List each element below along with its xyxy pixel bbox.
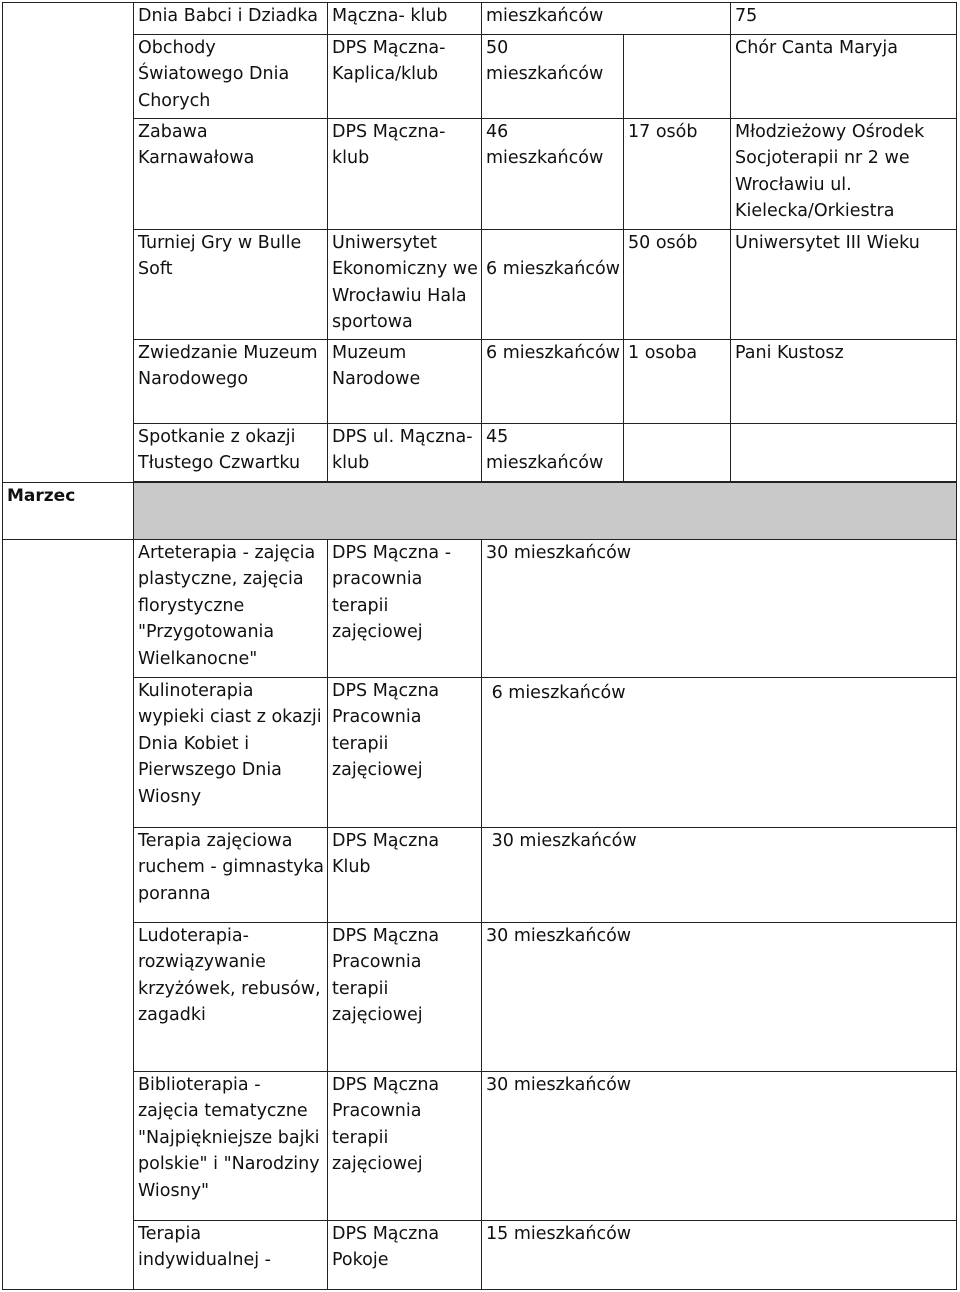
table-row [3,1221,957,1290]
place-cell: DPS ul. Mączna- klub [328,424,482,482]
event-cell: Terapia zajęciowa ruchem - gimnastyka poranna [134,828,328,923]
table-row [3,230,957,340]
participants-cell: 30 mieszkańców [482,540,957,678]
participants-cell: 6 mieszkańców [482,230,624,340]
table-row [3,3,957,35]
month-separator-row [3,483,957,540]
event-cell: Terapia indywidualnej - [134,1221,328,1290]
table-row [3,923,957,1072]
place-cell: Uniwersytet Ekonomiczny we Wrocławiu Hala sportowa [328,230,482,340]
month-label: Marzec [3,483,134,540]
participants-cell: 46 mieszkańców [482,119,624,230]
event-cell: Spotkanie z okazji Tłustego Czwartku [134,424,328,482]
place-cell: DPS Mączna- klub [328,119,482,230]
table-row [3,678,957,828]
table-row [3,119,957,230]
participants-cell: 30 mieszkańców [482,828,957,923]
participants-cell: 50 mieszkańców [482,35,624,119]
place-cell: DPS Mączna Pracownia terapii zajęciowej [328,1072,482,1221]
month-separator-bar [134,483,957,540]
table-row [3,424,957,482]
schedule-table [2,2,957,1290]
count-cell [624,35,731,119]
place-cell: DPS Mączna Pracownia terapii zajęciowej [328,923,482,1072]
place-cell: Muzeum Narodowe [328,340,482,424]
place-cell: DPS Mączna Pracownia terapii zajęciowej [328,678,482,828]
table-row [3,828,957,923]
participants-cell: mieszkańców [482,3,731,35]
table-row [3,540,957,678]
guests-cell: Uniwersytet III Wieku [731,230,957,340]
place-cell: Mączna- klub [328,3,482,35]
place-cell: DPS Mączna- Kaplica/klub [328,35,482,119]
event-cell: Turniej Gry w Bulle Soft [134,230,328,340]
guests-cell [731,424,957,482]
guests-cell: Pani Kustosz [731,340,957,424]
month-cell [3,3,134,483]
event-cell: Zwiedzanie Muzeum Narodowego [134,340,328,424]
count-cell: 75 [731,3,957,35]
place-cell: DPS Mączna Pokoje [328,1221,482,1290]
event-cell: Obchody Światowego Dnia Chorych [134,35,328,119]
event-cell: Zabawa Karnawałowa [134,119,328,230]
participants-cell: 15 mieszkańców [482,1221,957,1290]
event-cell: Biblioterapia - zajęcia tematyczne "Najpiękniejsze bajki polskie" i "Narodziny Wiosny" [134,1072,328,1221]
guests-cell: Chór Canta Maryja [731,35,957,119]
event-cell: Kulinoterapia wypieki ciast z okazji Dnia Kobiet i Pierwszego Dnia Wiosny [134,678,328,828]
place-cell: DPS Mączna - pracownia terapii zajęciowej [328,540,482,678]
event-cell: Arteterapia - zajęcia plastyczne, zajęcia florystyczne "Przygotowania Wielkanocne" [134,540,328,678]
participants-cell: 45 mieszkańców [482,424,624,482]
participants-cell: 6 mieszkańców [482,340,624,424]
event-cell: Ludoterapia- rozwiązywanie krzyżówek, rebusów, zagadki [134,923,328,1072]
event-cell: Dnia Babci i Dziadka [134,3,328,35]
table-row [3,1072,957,1221]
participants-cell: 30 mieszkańców [482,1072,957,1221]
count-cell: 17 osób [624,119,731,230]
count-cell: 50 osób [624,230,731,340]
guests-cell: Młodzieżowy Ośrodek Socjoterapii nr 2 we Wrocławiu ul. Kielecka/Orkiestra [731,119,957,230]
table-row [3,340,957,424]
table-row [3,35,957,119]
place-cell: DPS Mączna Klub [328,828,482,923]
participants-cell: 30 mieszkańców [482,923,957,1072]
count-cell [624,424,731,482]
month-cell [3,540,134,1290]
count-cell: 1 osoba [624,340,731,424]
participants-cell: 6 mieszkańców [482,678,957,828]
